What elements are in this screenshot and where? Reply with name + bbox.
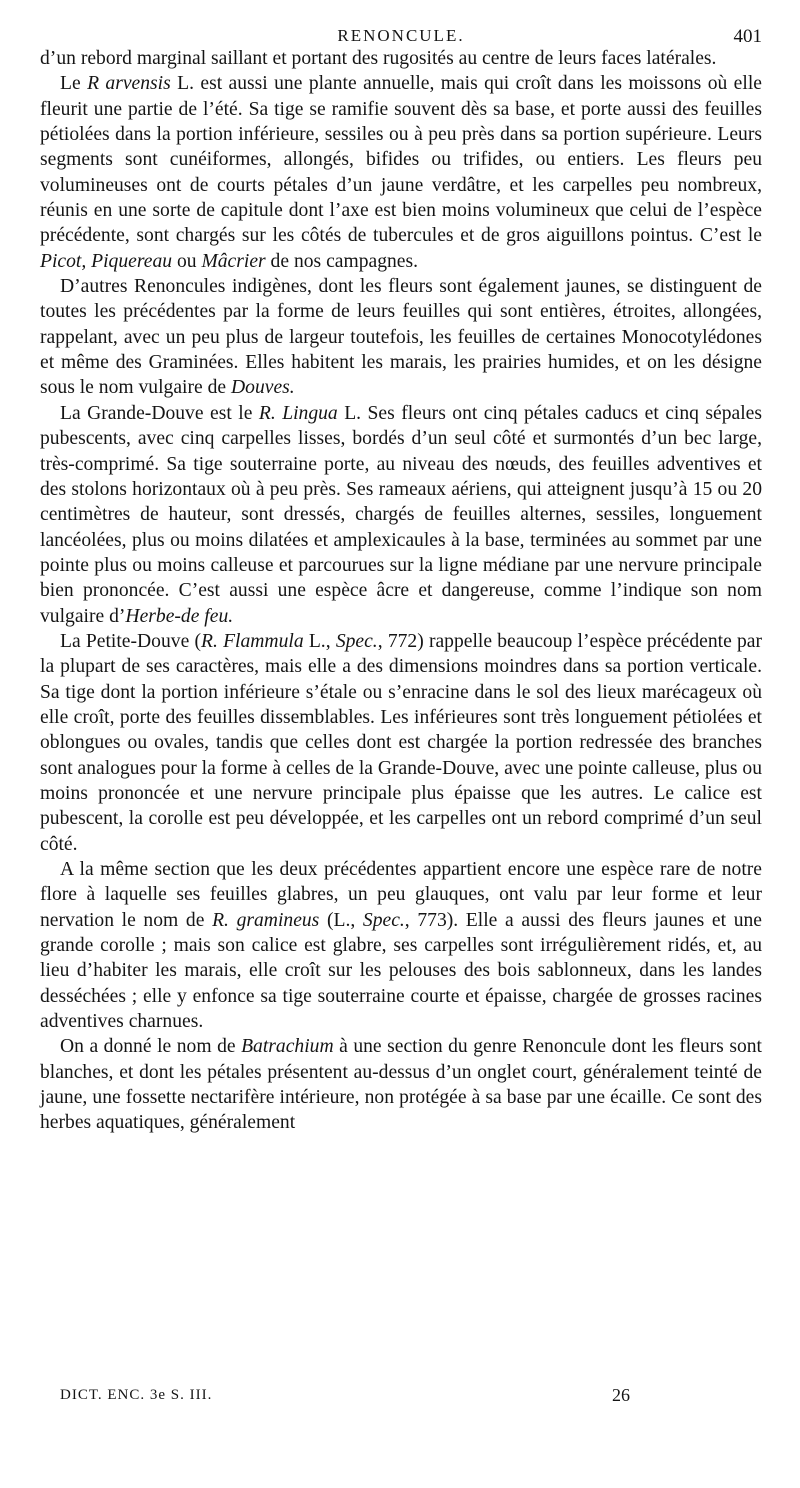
text-run: A la même section que les deux précédentes appartient encore une espèce rare de notre flore à laquelle ses feuilles glabres, un peu glauques, ont valu par leur forme et leur nervation le nom de	[40, 859, 762, 931]
text-run: L. est aussi une plante annuelle, mais qui croît dans les moissons où elle fleurit une partie de l’été. Sa tige se ramifie souvent dès sa base, et porte aussi des feuilles pétiolées dans la portion inférieure, sessiles ou à peu près dans sa portion supérieure. Leurs segments sont cunéiformes, allongés, bifides ou trifides, ou entiers. Les fleurs peu volumineuses ont de courts pétales d’un jaune verdâtre, et les carpelles peu nombreux, réunis en une sorte de capitule dont l’axe est bien moins volumineux que celui de l’espèce précédente, sont chargés sur les côtés de tubercules et de gros aiguillons pointus. C’est le	[40, 73, 762, 247]
text-run: , 772) rappelle beaucoup l’espèce précédente par la plupart de ses caractères, mais elle a des dimensions moindres dans sa portion verticale. Sa tige dont la portion inférieure s’étale ou s’enracine dans le sol des lieux marécageux où elle croît, porte des feuilles dissemblables. Les inférieures sont très longuement pétiolées et oblongues ou ovales, tandis que celles dont est chargée la portion redressée des branches sont analogues pour la forme à celles de la Grande-Douve, avec une pointe calleuse, plus ou moins prononcée et une nervure principale plus épaisse que les autres. Le calice est pubescent, la corolle est peu développée, et les carpelles ont un rebord comprimé d’un seul côté.	[40, 630, 762, 855]
running-head: RENONCULE.	[337, 26, 465, 45]
text-run: D’autres Renoncules indigènes, dont les fleurs sont également jaunes, se distinguent de toutes les précédentes par la forme de leurs feuilles qui sont entières, étroites, allongées, rappelant, avec un peu plus de largeur toutefois, les feuilles de certaines Monocotylédones et même des Graminées. Elles habitent les marais, les prairies humides, et on les désigne sous le nom vulgaire de	[40, 276, 762, 399]
italic-term: Douves.	[231, 377, 295, 399]
paragraph	[40, 71, 762, 274]
printer-signature: DICT. ENC. 3e S. III.	[60, 1387, 213, 1403]
text-run: à une section du genre Renoncule dont les fleurs sont blanches, et dont les pétales présentent au-dessus d’un onglet court, généralement teinté de jaune, une fossette nectarifère intérieure, non protégée à sa base par une écaille. Ce sont des herbes aquatiques, généralement	[40, 1036, 762, 1134]
text-run: , 773). Elle a aussi des fleurs jaunes et une grande corolle ; mais son calice est glabre, ses carpelles sont irrégulièrement ridés, et, au lieu d’habiter les marais, elle croît sur les pelouses des bois sablonneux, dans les landes desséchées ; elle y enfonce sa tige souterraine courte et épaisse, chargée de grosses racines adventives charnues.	[40, 909, 762, 1033]
text-run: L.,	[303, 630, 336, 652]
italic-term: R arvensis	[87, 73, 171, 95]
page-header	[40, 16, 762, 46]
text-run: Le	[60, 73, 88, 95]
body-text	[40, 46, 762, 1136]
paragraph	[40, 46, 762, 71]
italic-term: Mâcrier	[201, 250, 266, 272]
text-run: On a donné le nom de	[60, 1036, 242, 1058]
paragraph	[40, 857, 762, 1034]
page-number: 401	[733, 26, 762, 47]
italic-term: R. Lingua	[258, 402, 338, 424]
text-run: de nos campagnes.	[265, 250, 419, 272]
page-footer	[60, 1387, 680, 1409]
paragraph	[40, 629, 762, 857]
paragraph	[40, 1034, 762, 1135]
text-run: d’un rebord marginal saillant et portant des rugosités au centre de leurs faces latérales.	[40, 48, 717, 69]
italic-term: Picot, Piquereau	[40, 250, 173, 272]
italic-term: R. gramineus	[212, 909, 320, 931]
text-run: La Petite-Douve (	[60, 630, 201, 652]
italic-term: Spec.	[335, 630, 378, 652]
sheet-number: 26	[612, 1385, 630, 1405]
italic-term: R. Flammula	[201, 630, 304, 652]
text-run: ou	[172, 250, 202, 272]
paragraph	[40, 274, 762, 401]
paragraph	[40, 401, 762, 629]
italic-term: Batrachium	[241, 1036, 334, 1058]
text-run: L. Ses fleurs ont cinq pétales caducs et cinq sépales pubescents, avec cinq carpelles lisses, bordés d’un seul côté et surmontés d’un bec large, très-comprimé. Sa tige souterraine porte, au niveau des nœuds, des feuilles adventives et des stolons horizontaux où à peu près. Ses rameaux aériens, qui atteignent jusqu’à 15 ou 20 centimètres de hauteur, sont dressés, chargés de feuilles alternes, sessiles, longuement lancéolées, plus ou moins dilatées et amplexicaules à la base, terminées au sommet par une pointe plus ou moins calleuse et parcourues sur la ligne médiane par une nervure principale bien prononcée. C’est aussi une espèce âcre et dangereuse, comme l’indique son nom vulgaire d’	[40, 402, 763, 627]
book-page	[40, 16, 762, 1136]
italic-term: Spec.	[362, 909, 405, 931]
italic-term: Herbe-de feu.	[125, 605, 234, 627]
text-run: (L.,	[319, 909, 363, 931]
text-run: La Grande-Douve est le	[60, 402, 259, 424]
